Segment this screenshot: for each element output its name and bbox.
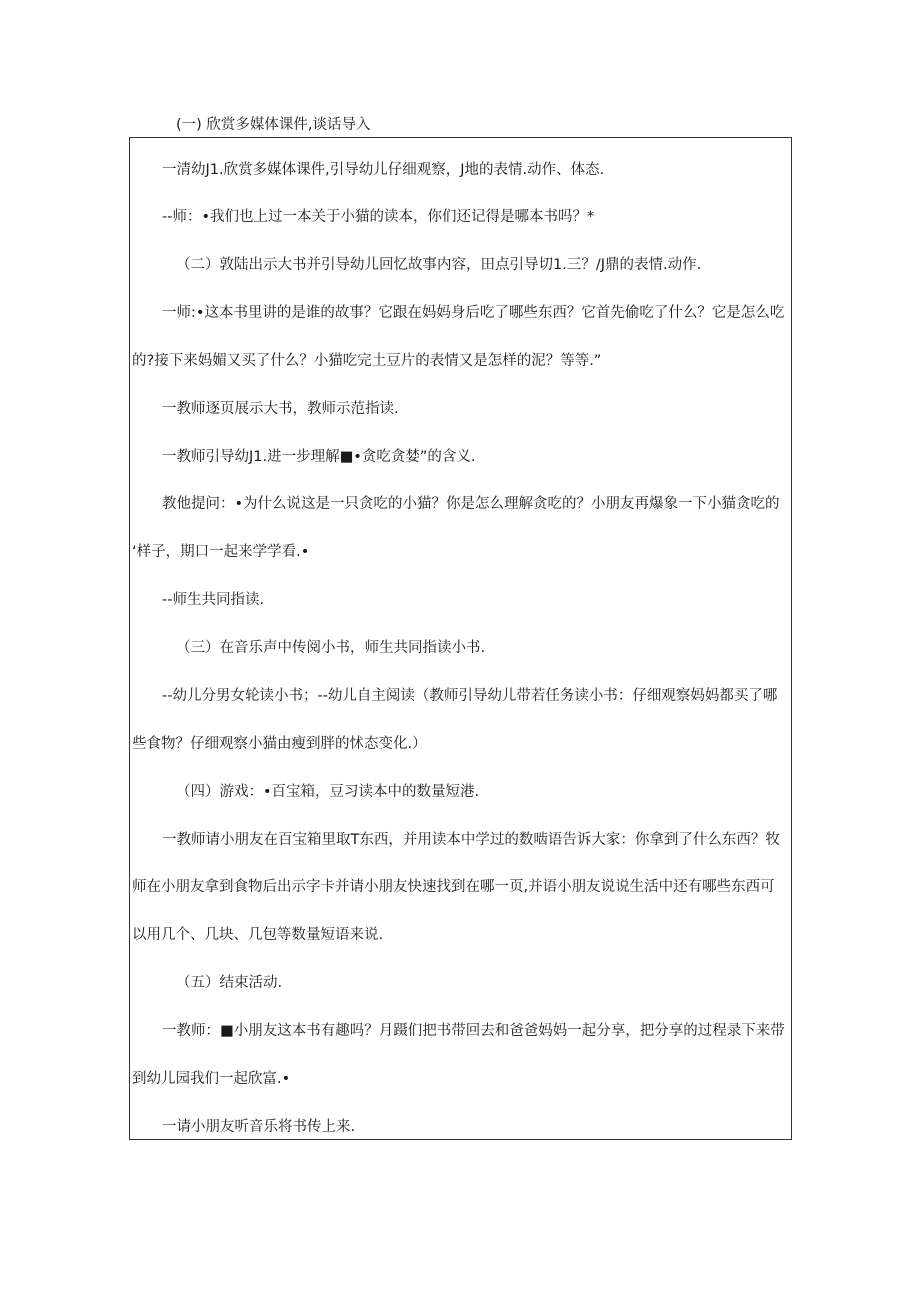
paragraph-line: ‘样子，期口一起来学学看.• xyxy=(132,544,310,560)
paragraph-line: 的?接下来妈媚又买了什么？小猫吃完土豆片的表情又是怎样的泥？等等.” xyxy=(132,353,602,369)
section-heading: (一) 欣赏多媒体课件,谈话导入 xyxy=(176,117,371,133)
subsection-heading: （五）结束活动. xyxy=(176,975,283,991)
paragraph-line: 一教师请小朋友在百宝箱里取T东西，并用读本中学过的数啮语告诉大家：你拿到了什么东西？牧 xyxy=(162,832,780,848)
subsection-heading: （四）游戏：•百宝箱，豆习读本中的数量短港. xyxy=(176,784,480,800)
paragraph-line: 教他提问：•为什么说这是一只贪吃的小猫？你是怎么理解贪吃的？小朋友再爆象一下小猫贪吃的 xyxy=(162,496,780,512)
paragraph-line: 一师:•这本书里讲的是谁的故事？它跟在妈妈身后吃了哪些东西？它首先偷吃了什么？它是怎么吃 xyxy=(162,305,785,321)
paragraph-line: 一请小朋友听音乐将书传上来. xyxy=(162,1119,356,1135)
paragraph-line: 一教师：■小朋友这本书有趣吗？月蹑们把书带回去和爸爸妈妈一起分享，把分享的过程录下来带 xyxy=(162,1023,785,1039)
paragraph-line: 一教师逐页展示大书，教师示范指读. xyxy=(162,401,399,417)
subsection-heading: （三）在音乐声中传阅小书，师生共同指读小书. xyxy=(176,640,486,656)
paragraph-line: 以用几个、几块、几包等数量短语来说. xyxy=(132,927,384,943)
paragraph-line: --师生共同指读. xyxy=(162,592,265,608)
paragraph-line: 到幼儿园我们一起欣富.• xyxy=(132,1071,291,1087)
paragraph-line: 一清幼J1.欣赏多媒体课件,引导幼儿仔细观察，J地的表情.动作、体态. xyxy=(162,162,605,178)
paragraph-line: 师在小朋友拿到食物后出示字卡并请小朋友快速找到在哪一页,并语小朋友说说生活中还有哪些东西可 xyxy=(132,879,775,895)
paragraph-line: 一教师引导幼J1.进一步理解■•贪吃贪婪”的含义. xyxy=(162,449,476,465)
paragraph-line: --幼儿分男女轮读小书；--幼儿自主阅读（教师引导幼儿带若任务读小书：仔细观察妈妈都买了哪 xyxy=(162,688,778,704)
subsection-heading: （二）敦陆出示大书并引导幼儿回忆故事内容，田点引导切1.三？/J鼎的表情.动作. xyxy=(176,257,702,273)
paragraph-line: 些食物？仔细观察小猫由瘦到胖的怵态变化.） xyxy=(132,736,427,752)
paragraph-line: --师：•我们也上过一本关于小猫的读本，你们还记得是哪本书吗？* xyxy=(162,209,595,225)
